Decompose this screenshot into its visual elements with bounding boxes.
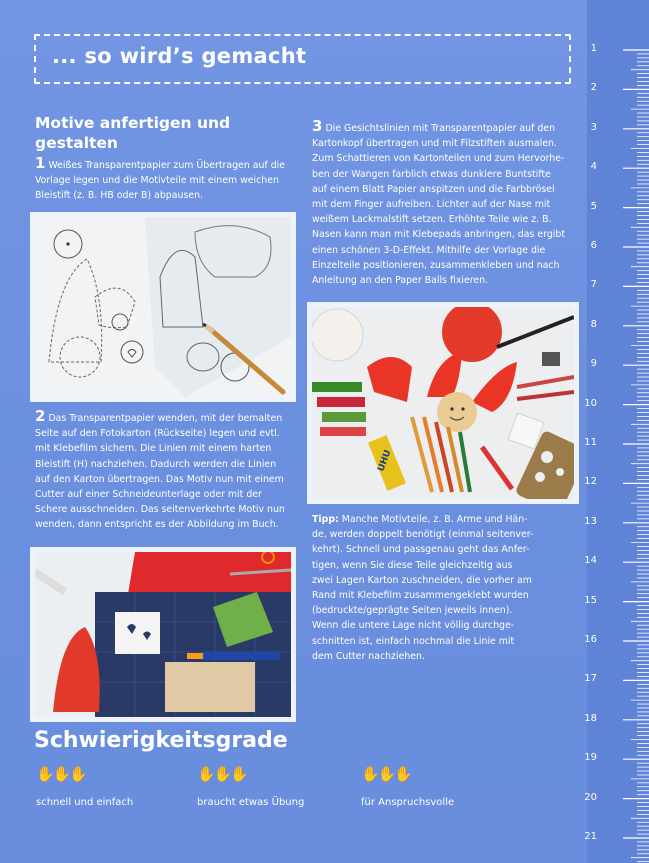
hand-icon: ✋: [197, 765, 214, 783]
ruler-label: 1: [590, 43, 597, 54]
text-line: ben der Wangen farblich etwas dunklere Buntstifte: [312, 168, 551, 180]
materials-illustration: [312, 307, 574, 499]
text-line: zwei Lagen Karton zuschneiden, die vorher am: [312, 574, 532, 586]
text-line: Bleistift (z. B. HB oder B) abpausen.: [35, 190, 204, 202]
text-line: Seite auf den Fotokarton (Rückseite) legen und evtl.: [35, 428, 280, 440]
ruler-label: 11: [584, 437, 597, 448]
ruler-label: 12: [584, 476, 597, 488]
ruler-label: 6: [590, 240, 597, 251]
text-line: auf einem Blatt Papier anspitzen und die Farbbrösel: [312, 183, 555, 195]
text-line: Nasen kann man mit Klebepads anbringen, das ergibt: [312, 229, 566, 241]
ruler-label: 5: [590, 200, 597, 212]
text-line: Die Gesichtslinien mit Transparentpapier auf den: [325, 123, 556, 134]
step-2-number: 2: [35, 407, 46, 425]
hand-icon: ✋: [69, 765, 87, 783]
text-line: Wenn die untere Lage nicht völlig durchge-: [312, 620, 515, 632]
ruler-label: 17: [584, 673, 597, 685]
hand-icon: ✋: [213, 765, 231, 783]
hand-icon: ✋: [230, 765, 248, 783]
ruler-label: 20: [584, 791, 597, 803]
difficulty-heading: Schwierigkeitsgrade: [34, 728, 288, 753]
section-heading-line2: gestalten: [35, 134, 118, 152]
text-line: Weißes Transparentpapier zum Übertragen auf die: [48, 160, 286, 171]
step-1-number: 1: [35, 154, 46, 172]
cutting-illustration: [35, 552, 291, 717]
difficulty-level-3-label: für Anspruchsvolle: [361, 797, 455, 808]
ruler-label: 10: [584, 397, 597, 409]
step-1-text: [35, 156, 290, 204]
text-line: Bleistift (H) nachziehen. Dadurch werden die Linien: [35, 458, 277, 470]
ruler-label: 8: [590, 318, 597, 330]
text-line: Zum Schattieren von Kartonteilen und zum Hervorhe-: [312, 153, 565, 165]
text-line: tigen, wenn Sie diese Teile gleichzeitig aus: [312, 559, 513, 571]
ruler-label: 19: [584, 752, 597, 764]
text-line: Manche Motivteile, z. B. Arme und Hän-: [341, 514, 528, 525]
ruler-label: 7: [590, 279, 597, 291]
tracing-illustration: [35, 217, 291, 397]
text-line: Das Transparentpapier wenden, mit der bemalten: [48, 413, 283, 424]
glue-label: UHU: [376, 448, 394, 473]
ruler-label: 3: [590, 121, 597, 133]
text-line: Schere ausschneiden. Das seitenverkehrte Motiv nun: [35, 504, 285, 516]
hand-icon: ✋: [377, 765, 395, 783]
ruler-label: 16: [584, 634, 597, 645]
difficulty-level-1-label: schnell und einfach: [36, 797, 134, 808]
page-title: ... so wird’s gemacht: [52, 44, 307, 68]
text-line: mit dem Finger aufreiben. Lichter auf der Nase mit: [312, 199, 551, 211]
text-line: Kartonkopf übertragen und mit Filzstiften ausmalen.: [312, 138, 557, 150]
difficulty-level-2-icons: [197, 765, 247, 783]
ruler-label: 9: [590, 358, 597, 370]
difficulty-level-2-label: braucht etwas Übung: [197, 797, 305, 808]
text-line: mit Klebefilm sichern. Die Linien mit einem harten: [35, 443, 272, 455]
text-line: de, werden doppelt benötigt (einmal seitenver-: [312, 529, 534, 541]
photo-cutting: [30, 547, 296, 722]
step-2-text: [35, 409, 293, 533]
text-line: einen schönen 3-D-Effekt. Mithilfe der Vorlage die: [312, 244, 546, 256]
text-line: auf den Karton übertragen. Das Motiv nun mit einem: [35, 473, 284, 485]
ruler-label: 13: [584, 515, 597, 527]
difficulty-level-1-icons: [36, 765, 86, 783]
photo-materials: [307, 302, 579, 504]
difficulty-level-3-icons: [361, 765, 411, 783]
hand-icon: ✋: [394, 765, 412, 783]
text-line: weißem Lackmalstift setzen. Erhöhte Teile wie z. B.: [312, 214, 552, 226]
hand-icon: ✋: [36, 765, 53, 783]
tip-text: [312, 512, 570, 664]
step-3-number: 3: [312, 117, 323, 135]
ruler-label: 21: [584, 831, 597, 842]
text-line: Einzelteile positionieren, zusammenkleben und nach: [312, 259, 560, 271]
ruler-label: 15: [584, 594, 597, 606]
text-line: Anleitung an den Paper Balls fixieren.: [312, 275, 489, 287]
tip-label: Tipp:: [312, 514, 339, 525]
text-line: kehrt). Schnell und passgenau geht das Anfer-: [312, 544, 530, 556]
text-line: schnitten ist, einfach nochmal die Linie mit: [312, 635, 515, 647]
ruler-label: 14: [584, 555, 597, 567]
text-line: (bedruckte/geprägte Seiten jeweils innen).: [312, 605, 513, 617]
ruler-label: 2: [590, 82, 597, 94]
ruler-label: 18: [584, 712, 597, 724]
ruler-label: 4: [590, 161, 597, 173]
text-line: Cutter auf einer Schneideunterlage oder mit der: [35, 489, 262, 501]
section-heading-line1: Motive anfertigen und: [35, 114, 231, 132]
text-line: Rand mit Klebefilm zusammengeklebt wurden: [312, 590, 529, 602]
hand-icon: ✋: [361, 765, 378, 783]
hand-icon: ✋: [52, 765, 70, 783]
step-3-text: [312, 119, 570, 288]
text-line: wenden, dann entspricht es der Abbildung im Buch.: [35, 519, 279, 531]
photo-tracing: [30, 212, 296, 402]
section-heading: [35, 113, 230, 153]
text-line: Vorlage legen und die Motivteile mit einem weichen: [35, 175, 279, 187]
text-line: dem Cutter nachziehen.: [312, 650, 425, 662]
